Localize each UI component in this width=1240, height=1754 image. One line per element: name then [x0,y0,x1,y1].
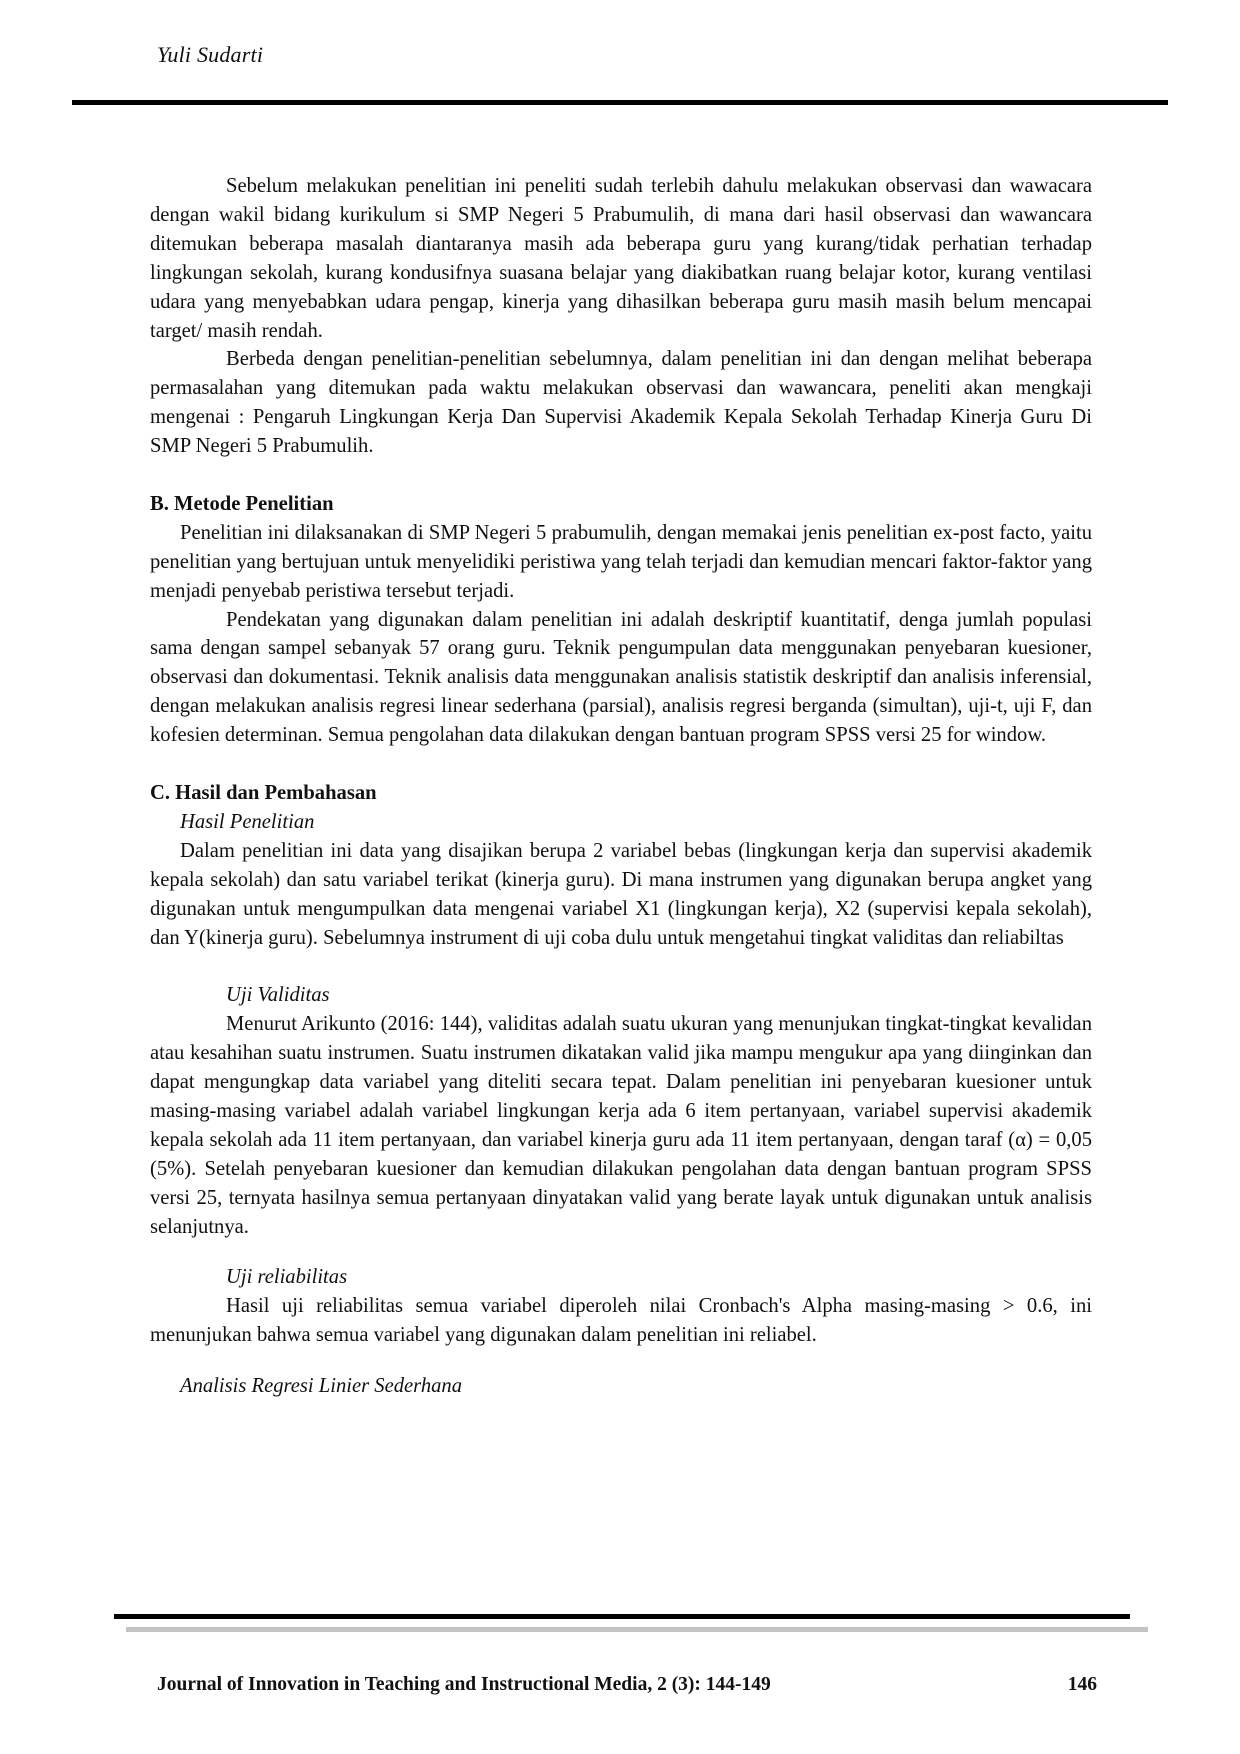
intro-paragraph-2: Berbeda dengan penelitian-penelitian sebelumnya, dalam penelitian ini dan dengan melihat beberapa permasalahan yang ditemukan pada waktu melakukan observasi dan wawancara, peneliti akan mengkaji mengenai : Pengaruh Lingkungan Kerja Dan Supervisi Akademik Kepala Sekolah Terhadap Kinerja Guru Di SMP Negeri 5 Prabumulih. [150,348,1092,458]
running-head-author: Yuli Sudarti [157,42,264,67]
page-body [150,172,1092,1401]
spacer [150,1350,1092,1372]
metode-paragraph-1: Penelitian ini dilaksanakan di SMP Negeri 5 prabumulih, dengan memakai jenis penelitian ex-post facto, yaitu penelitian yang bertujuan untuk menyelidiki peristiwa yang telah terjadi dan kemudian mencari faktor-faktor yang menjadi penyebab peristiwa tersebut terjadi. [150,521,1092,602]
page-number: 146 [1067,1674,1097,1695]
intro-paragraph-1: Sebelum melakukan penelitian ini peneliti sudah terlebih dahulu melakukan observasi dan wawacara dengan wakil bidang kurikulum si SMP Negeri 5 Prabumulih, di mana dari hasil observasi dan wawancara ditemukan beberapa masalah diantaranya masih ada beberapa guru yang kurang/tidak perhatian terhadap lingkungan sekolah, kurang kondusifnya suasana belajar yang diakibatkan ruang belajar kotor, kurang ventilasi udara yang menyebabkan udara pengap, kinerja yang dihasilkan beberapa guru masih masih belum mencapai target/ masih rendah. [150,175,1092,342]
metode-paragraph-2: Pendekatan yang digunakan dalam penelitian ini adalah deskriptif kuantitatif, denga jumlah populasi sama dengan sampel sebanyak 57 orang guru. Teknik pengumpulan data menggunakan penyebaran kuesioner, observasi dan dokumentasi. Teknik analisis data menggunakan analisis statistik deskriptif dan analisis inferensial, dengan melakukan analisis regresi linear sederhana (parsial), analisis regresi berganda (simultan), uji-t, uji F, dan kofesien determinan. Semua pengolahan data dilakukan dengan bantuan program SPSS versi 25 for window. [150,608,1092,747]
footer-rule-black [114,1614,1130,1619]
page-footer [157,1674,1097,1696]
validitas-paragraph: Menurut Arikunto (2016: 144), validitas adalah suatu ukuran yang menunjukan tingkat-tingkat kevalidan atau kesahihan suatu instrumen. Suatu instrumen dikatakan valid jika mampu mengukur apa yang diinginkan dan dapat mengungkap data variabel yang diteliti secara tepat. Dalam penelitian ini penyebaran kuesioner untuk masing-masing variabel adalah variabel lingkungan kerja ada 6 item pertanyaan, variabel supervisi akademik kepala sekolah ada 11 item pertanyaan, dan variabel kinerja guru ada 11 item pertanyaan, dengan taraf (α) = 0,05 (5%). Setelah penyebaran kuesioner dan kemudian dilakukan pengolahan data dengan bantuan program SPSS versi 25, ternyata hasilnya semua pertanyaan dinyatakan valid yang berate layak untuk digunakan untuk analisis selanjutnya. [150,1013,1092,1238]
journal-citation: Journal of Innovation in Teaching and Instructional Media, 2 (3): 144-149 [157,1674,771,1695]
subheading-uji-reliabilitas: Uji reliabilitas [226,1266,348,1289]
subheading-uji-validitas: Uji Validitas [226,984,330,1007]
subheading-hasil-penelitian: Hasil Penelitian [180,810,315,833]
spacer [150,952,1092,981]
header-rule [72,100,1168,105]
footer-rule-gray [126,1627,1148,1632]
hasil-paragraph: Dalam penelitian ini data yang disajikan berupa 2 variabel bebas (lingkungan kerja dan supervisi akademik kepala sekolah) dan satu variabel terikat (kinerja guru). Di mana instrumen yang digunakan berupa angket yang digunakan untuk mengumpulkan data mengenai variabel X1 (lingkungan kerja), X2 (supervisi kepala sekolah), dan Y(kinerja guru). Sebelumnya instrument di uji coba dulu untuk mengetahui tingkat validitas dan reliabiltas [150,839,1092,949]
section-heading-metode: B. Metode Penelitian [150,492,334,515]
spacer [150,750,1092,779]
reliabilitas-paragraph: Hasil uji reliabilitas semua variabel diperoleh nilai Cronbach's Alpha masing-masing > 0.6, ini menunjukan bahwa semua variabel yang digunakan dalam penelitian ini reliabel. [150,1295,1092,1347]
section-heading-hasil: C. Hasil dan Pembahasan [150,782,377,804]
spacer [150,461,1092,490]
spacer [150,1241,1092,1263]
subheading-analisis-regresi: Analisis Regresi Linier Sederhana [180,1375,463,1398]
